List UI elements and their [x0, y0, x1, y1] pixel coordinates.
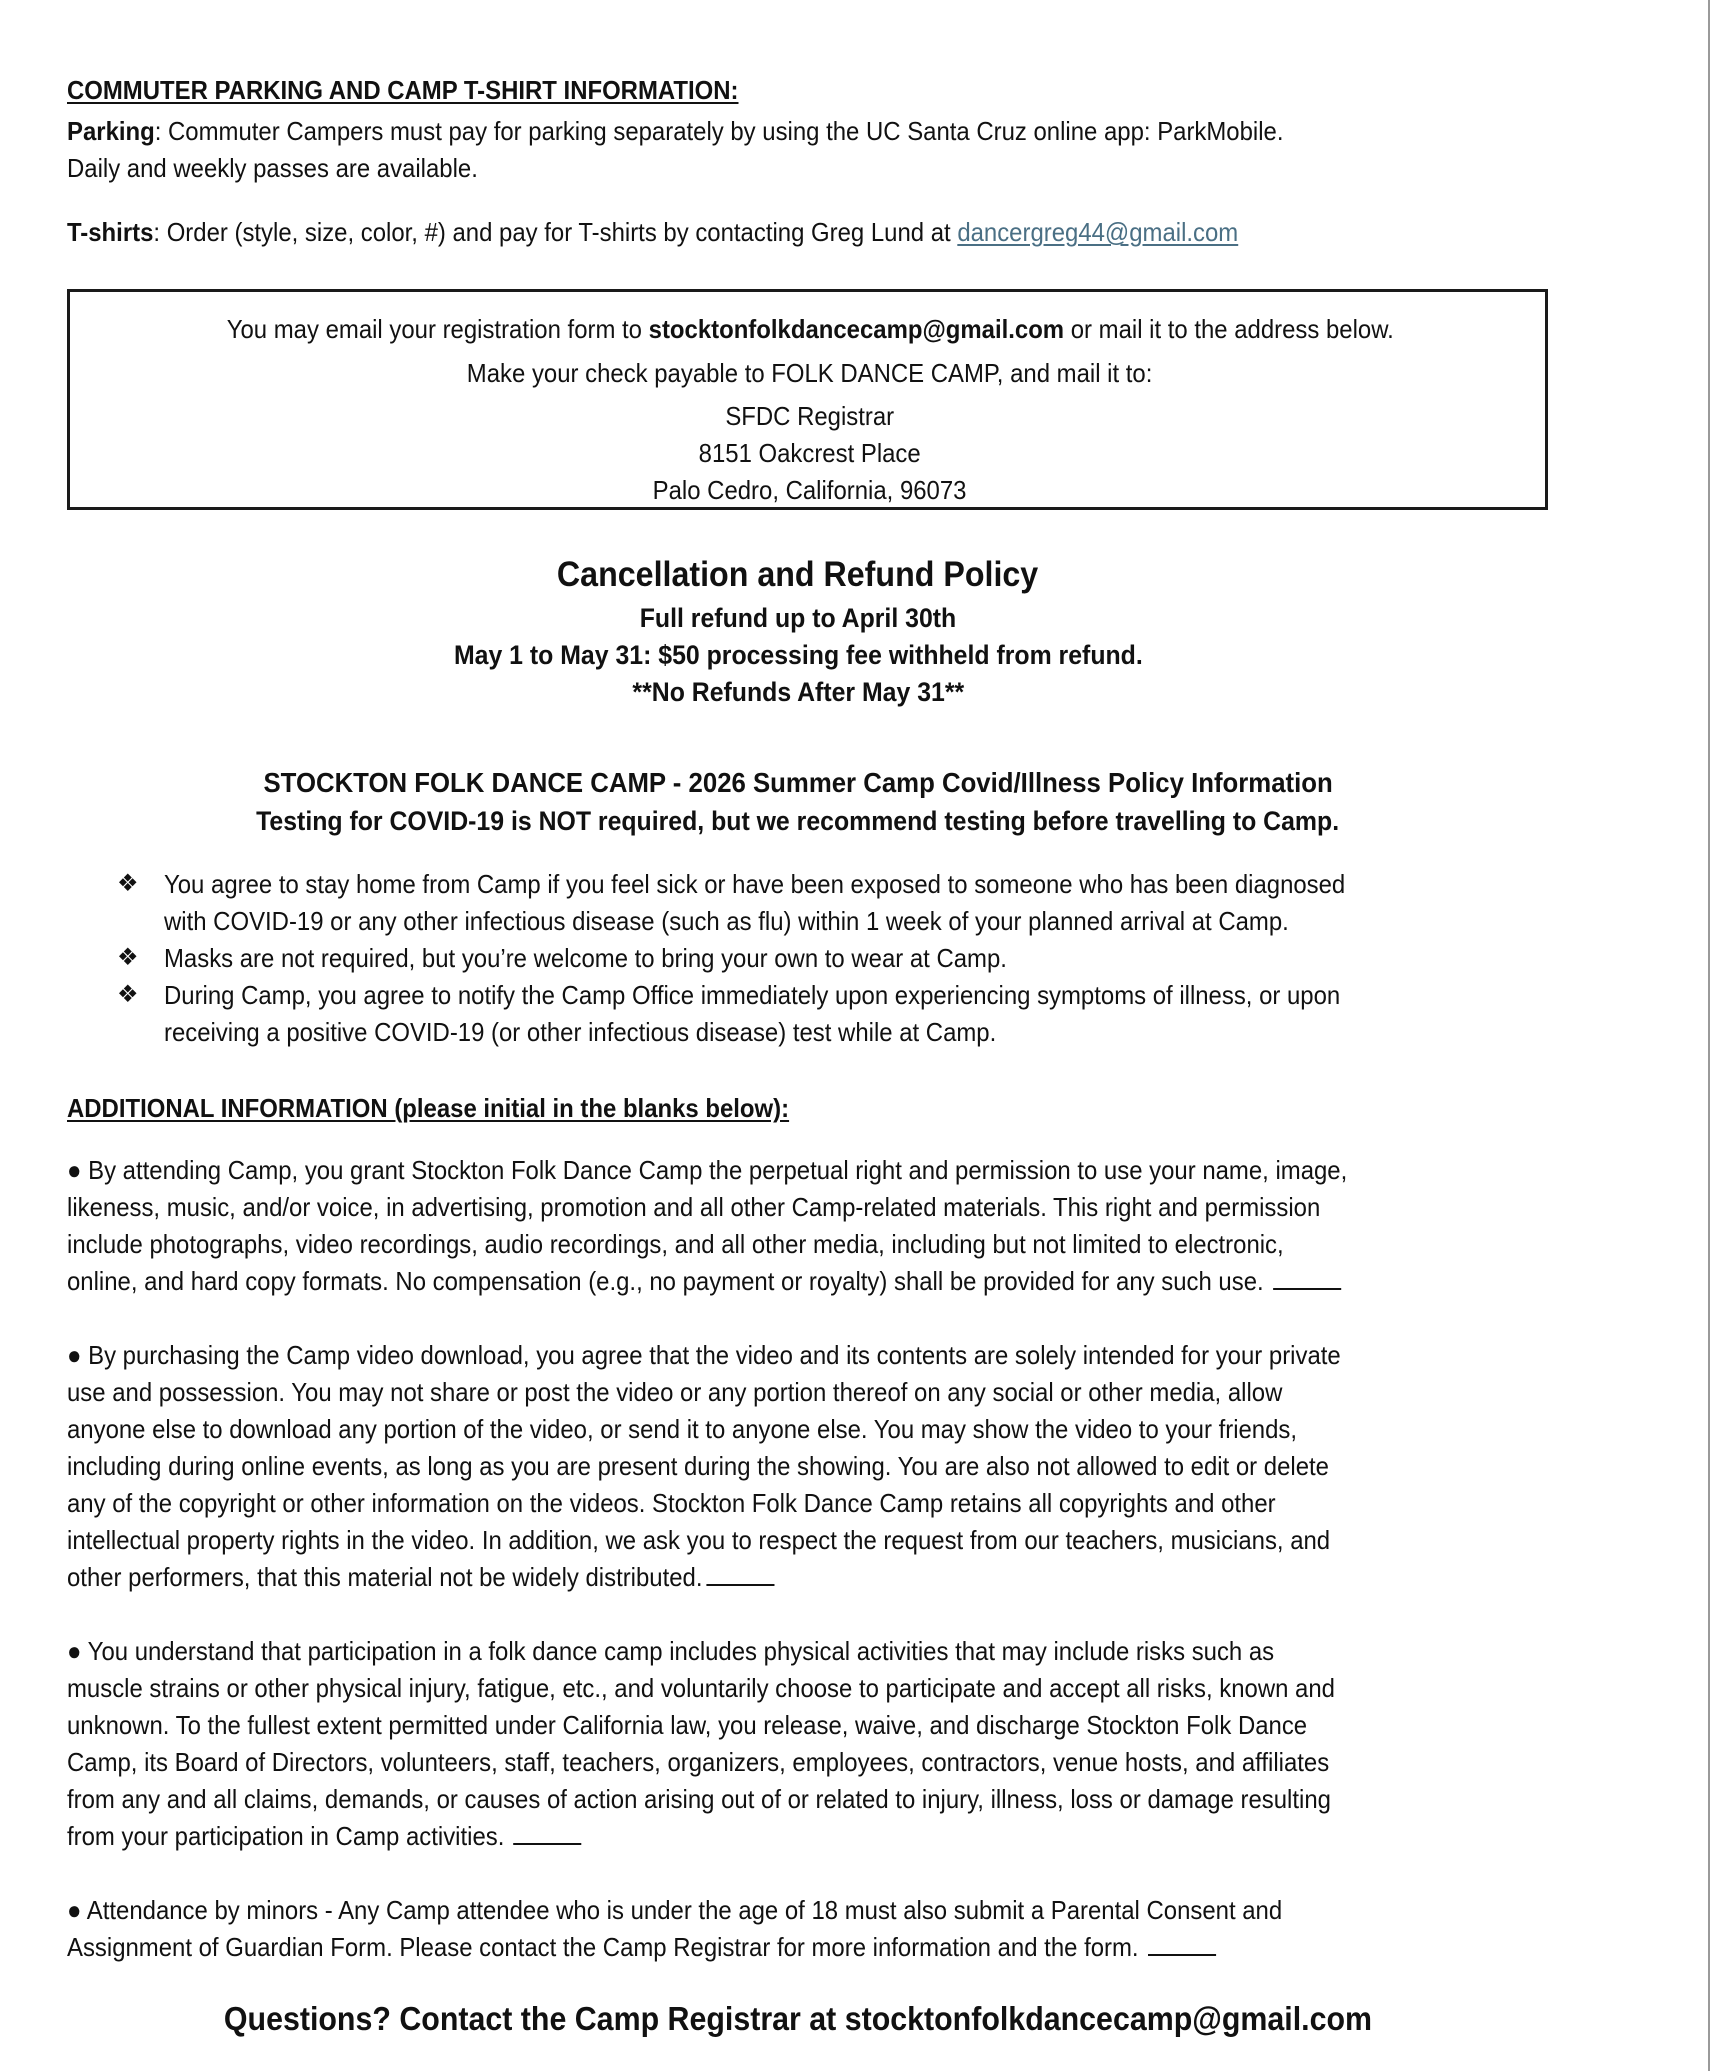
commuter-heading: COMMUTER PARKING AND CAMP T-SHIRT INFORMATION: [67, 75, 739, 105]
address-street: 8151 Oakcrest Place [698, 438, 922, 468]
additional-p2-line-5: any of the copyright or other information on the videos. Stockton Folk Dance Camp retains all copyrights and other [67, 1488, 1276, 1518]
round-bullet-icon: ● [67, 1636, 82, 1666]
covid-subtitle [55, 803, 1541, 839]
p4-l1-text: Attendance by minors - Any Camp attendee who is under the age of 18 must also submit a Parental Consent and [86, 1895, 1283, 1925]
parking-label: Parking [67, 116, 155, 146]
address-line-1 [67, 398, 1553, 434]
round-bullet-icon: ● [67, 1155, 82, 1185]
refund-line-3 [55, 674, 1541, 710]
additional-p2-line-6: intellectual property rights in the video. In addition, we ask you to respect the request from our teachers, musicians, and [67, 1525, 1331, 1555]
additional-p2-line-1 [67, 1337, 1341, 1373]
covid-bullet-1-line-2: with COVID-19 or any other infectious disease (such as flu) within 1 week of your planned arrival at Camp. [164, 906, 1289, 936]
registration-email: stocktonfolkdancecamp@gmail.com [648, 314, 1064, 344]
parking-text: : Commuter Campers must pay for parking separately by using the UC Santa Cruz online app: ParkMobile. [154, 116, 1284, 146]
mail-box-line-1-pre: You may email your registration form to [226, 314, 649, 344]
additional-p3-line-3: unknown. To the fullest extent permitted under California law, you release, waive, and discharge Stockton Folk Dance [67, 1710, 1308, 1740]
address-line-2 [67, 435, 1553, 471]
address-line-3 [67, 472, 1553, 508]
additional-p4-line-2 [67, 1929, 1216, 1965]
covid-title-text: STOCKTON FOLK DANCE CAMP - 2026 Summer Camp Covid/Illness Policy Information [263, 767, 1333, 798]
additional-p3-line-4: Camp, its Board of Directors, volunteers, staff, teachers, organizers, employees, contractors, venue hosts, and affiliates [67, 1747, 1330, 1777]
tshirt-line [67, 214, 1238, 250]
initial-blank-1[interactable] [1273, 1266, 1341, 1290]
diamond-bullet-icon: ❖ [117, 944, 139, 971]
additional-heading: ADDITIONAL INFORMATION (please initial in the blanks below): [67, 1093, 790, 1123]
initial-blank-4[interactable] [1148, 1932, 1216, 1956]
tshirt-label: T-shirts [67, 217, 154, 247]
footer-questions [55, 1998, 1541, 2040]
additional-p4-line-1 [67, 1892, 1282, 1928]
additional-p2-line-2: use and possession. You may not share or post the video or any portion thereof on any social or other media, allow [67, 1377, 1283, 1407]
additional-p2-line-3: anyone else to download any portion of the video, or send it to anyone else. You may show the video to your friends, [67, 1414, 1298, 1444]
additional-p3-line-5: from any and all claims, demands, or causes of action arising out of or related to injury, illness, loss or damage resulting [67, 1784, 1331, 1814]
additional-p1-line-4 [67, 1263, 1341, 1299]
round-bullet-icon: ● [67, 1895, 82, 1925]
refund-line-3-text: **No Refunds After May 31** [632, 677, 964, 707]
additional-p3-line-6 [67, 1818, 582, 1854]
parking-line-1 [67, 113, 1283, 149]
mail-box-line-1-post: or mail it to the address below. [1063, 314, 1394, 344]
additional-p3-line-2: muscle strains or other physical injury, fatigue, etc., and voluntarily choose to participate and accept all risks, known and [67, 1673, 1335, 1703]
address-name: SFDC Registrar [725, 401, 895, 431]
covid-bullet-3-line-1: During Camp, you agree to notify the Camp Office immediately upon experiencing symptoms of illness, or upon [164, 980, 1341, 1010]
refund-line-2 [55, 637, 1541, 673]
p2-l1-text: By purchasing the Camp video download, you agree that the video and its contents are solely intended for your private [88, 1340, 1341, 1370]
address-city: Palo Cedro, California, 96073 [653, 475, 967, 505]
refund-line-1 [55, 600, 1541, 636]
diamond-bullet-icon: ❖ [117, 981, 139, 1008]
p1-l4-text: online, and hard copy formats. No compensation (e.g., no payment or royalty) shall be provided for any such use. [67, 1266, 1264, 1296]
refund-title [55, 553, 1541, 597]
refund-line-1-text: Full refund up to April 30th [639, 603, 957, 633]
additional-p2-line-4: including during online events, as long as you are present during the showing. You are also not allowed to edit or delete [67, 1451, 1329, 1481]
covid-bullet-3-line-2: receiving a positive COVID-19 (or other infectious disease) test while at Camp. [164, 1017, 997, 1047]
initial-blank-2[interactable] [706, 1562, 774, 1586]
covid-bullet-1-line-1: You agree to stay home from Camp if you feel sick or have been exposed to someone who has been diagnosed [164, 869, 1346, 899]
covid-bullet-2-line-1: Masks are not required, but you’re welcome to bring your own to wear at Camp. [164, 943, 1007, 973]
p3-l6-text: from your participation in Camp activities. [67, 1821, 505, 1851]
parking-line-2: Daily and weekly passes are available. [67, 153, 478, 183]
additional-p2-line-7 [67, 1559, 774, 1595]
diamond-bullet-icon: ❖ [117, 870, 139, 897]
additional-p1-line-3: include photographs, video recordings, audio recordings, and all other media, including but not limited to electronic, [67, 1229, 1284, 1259]
p4-l2-text: Assignment of Guardian Form. Please contact the Camp Registrar for more information and the form. [67, 1932, 1139, 1962]
refund-line-2-text: May 1 to May 31: $50 processing fee withheld from refund. [453, 640, 1143, 670]
p1-l1-text: By attending Camp, you grant Stockton Folk Dance Camp the perpetual right and permission to use your name, image, [88, 1155, 1348, 1185]
footer-questions-text: Questions? Contact the Camp Registrar at stocktonfolkdancecamp@gmail.com [223, 2000, 1373, 2037]
refund-title-text: Cancellation and Refund Policy [557, 555, 1039, 594]
check-payable-text: Make your check payable to FOLK DANCE CAMP, and mail it to: [467, 358, 1153, 388]
covid-title [55, 765, 1541, 801]
tshirt-text: : Order (style, size, color, #) and pay for T-shirts by contacting Greg Lund at [153, 217, 958, 247]
tshirt-email-link[interactable]: dancergreg44@gmail.com [957, 217, 1239, 247]
additional-p1-line-1 [67, 1152, 1347, 1188]
mail-box-line-1 [67, 311, 1553, 347]
covid-subtitle-text: Testing for COVID-19 is NOT required, but we recommend testing before travelling to Camp. [256, 806, 1340, 836]
initial-blank-3[interactable] [514, 1821, 582, 1845]
additional-p1-line-2: likeness, music, and/or voice, in advertising, promotion and all other Camp-related materials. This right and permission [67, 1192, 1321, 1222]
p3-l1-text: You understand that participation in a folk dance camp includes physical activities that may include risks such as [87, 1636, 1275, 1666]
round-bullet-icon: ● [67, 1340, 82, 1370]
mail-box-line-2 [67, 355, 1553, 391]
p2-l7-text: other performers, that this material not be widely distributed. [67, 1562, 703, 1592]
additional-p3-line-1 [67, 1633, 1274, 1669]
